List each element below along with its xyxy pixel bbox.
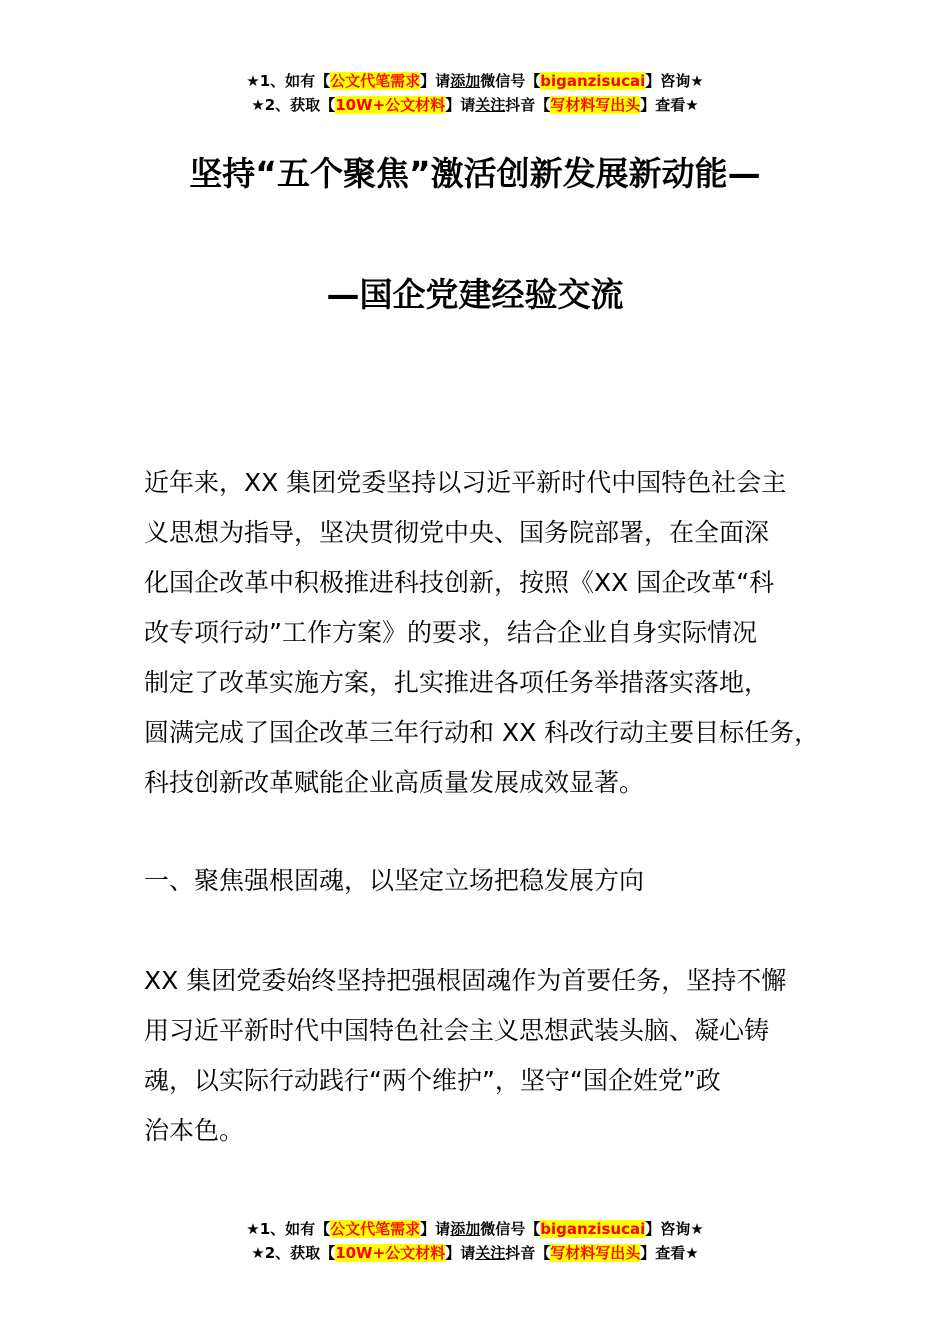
paragraph-line: 科技创新改革赋能企业高质量发展成效显著。 xyxy=(144,768,645,797)
highlight-ghostwriting: 公文代笔需求 xyxy=(330,1220,421,1238)
highlight-wechat-id: biganzisucai xyxy=(540,72,646,90)
promo-line-2: ★2、获取【10W+公文材料】请关注抖音【写材料写出头】查看★ xyxy=(251,96,699,114)
promo-line-1: ★1、如有【公文代笔需求】请添加微信号【biganzisucai】咨询★ xyxy=(246,72,704,90)
document-title-line-2: —国企党建经验交流 xyxy=(326,275,624,314)
section-1-heading: 一、聚焦强根固魂，以坚定立场把稳发展方向 xyxy=(144,866,645,895)
promo-line-1: ★1、如有【公文代笔需求】请添加微信号【biganzisucai】咨询★ xyxy=(246,1220,704,1238)
highlight-douyin-account: 写材料写出头 xyxy=(550,96,641,114)
paragraph-line: 化国企改革中积极推进科技创新，按照《XX 国企改革“科 xyxy=(144,568,775,597)
highlight-douyin-account: 写材料写出头 xyxy=(550,1244,641,1262)
paragraph-line: 治本色。 xyxy=(144,1116,245,1145)
paragraph-line: 改专项行动”工作方案》的要求，结合企业自身实际情况 xyxy=(144,618,757,647)
paragraph-line: 义思想为指导，坚决贯彻党中央、国务院部署，在全面深 xyxy=(144,518,770,547)
paragraph-line: 圆满完成了国企改革三年行动和 XX 科改行动主要目标任务， xyxy=(144,718,820,747)
highlight-wechat-id: biganzisucai xyxy=(540,1220,646,1238)
header-promo-banner xyxy=(0,69,950,117)
paragraph-line: XX 集团党委始终坚持把强根固魂作为首要任务，坚持不懈 xyxy=(144,966,787,995)
paragraph-line: 用习近平新时代中国特色社会主义思想武装头脑、凝心铸 xyxy=(144,1016,770,1045)
highlight-materials: 10W+公文材料 xyxy=(335,96,446,114)
footer-promo-banner xyxy=(0,1217,950,1265)
paragraph-line: 近年来，XX 集团党委坚持以习近平新时代中国特色社会主 xyxy=(144,468,787,497)
highlight-ghostwriting: 公文代笔需求 xyxy=(330,72,421,90)
intro-paragraph xyxy=(144,458,834,808)
document-title-line-1: 坚持“五个聚焦”激活创新发展新动能— xyxy=(189,154,761,193)
paragraph-line: 魂，以实际行动践行“两个维护”，坚守“国企姓党”政 xyxy=(144,1066,721,1095)
promo-line-2: ★2、获取【10W+公文材料】请关注抖音【写材料写出头】查看★ xyxy=(251,1244,699,1262)
paragraph-line: 制定了改革实施方案，扎实推进各项任务举措落实落地， xyxy=(144,668,770,697)
section-1-paragraph xyxy=(144,956,834,1156)
highlight-materials: 10W+公文材料 xyxy=(335,1244,446,1262)
